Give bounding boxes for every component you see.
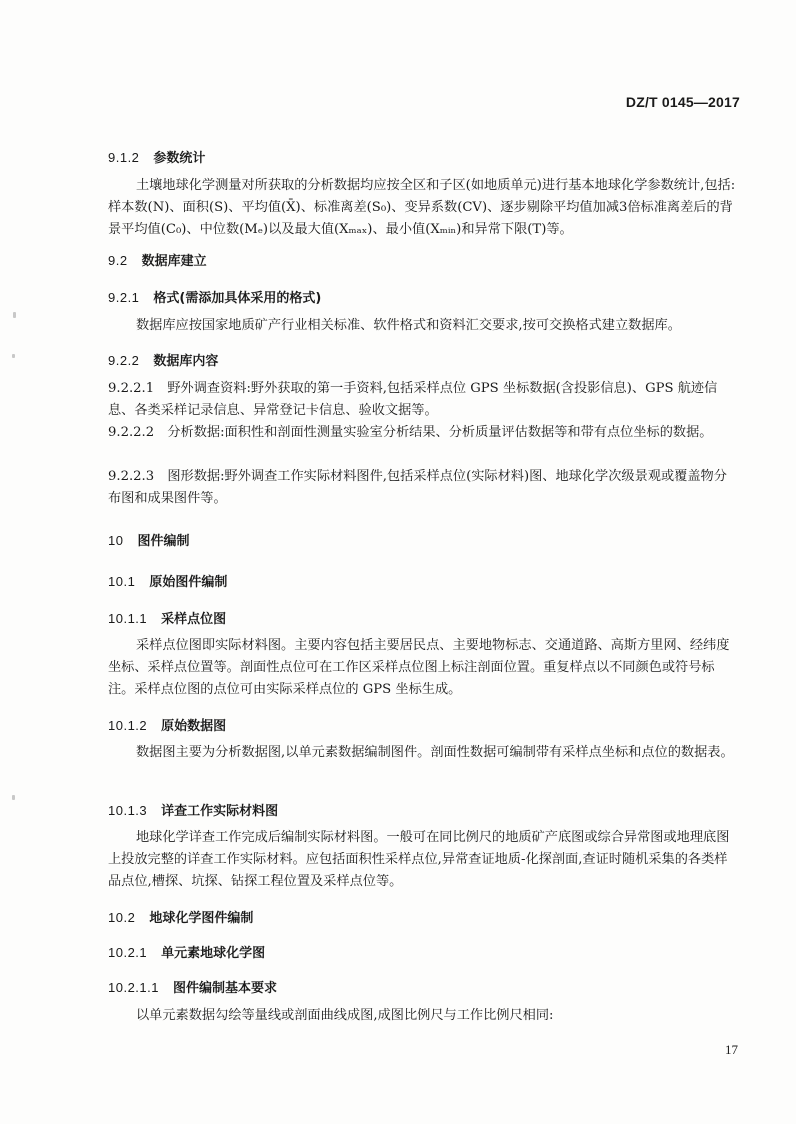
section-number: 10.1	[108, 574, 136, 589]
paragraph: 土壤地球化学测量对所获取的分析数据均应按全区和子区(如地质单元)进行基本地球化学参数统计,包括:样本数(N)、面积(S)、平均值(X̄)、标准离差(S₀)、变异系数(CV)、逐步剔除平均值加减3倍标准离差后的背景平均值(C₀)、中位数(Mₑ)以及最大值(Xₘₐₓ)、最小值(Xₘᵢₙ)和异常下限(T)等。	[108, 178, 736, 237]
scan-speck	[12, 795, 15, 800]
section-title: 原始数据图	[161, 719, 227, 734]
heading-10-1-3	[108, 800, 278, 819]
heading-10	[108, 530, 189, 549]
scan-speck	[13, 312, 16, 318]
heading-10-2	[108, 907, 253, 926]
section-title: 数据库内容	[153, 354, 219, 369]
paragraph-9-2-2-1: 9.2.2.1 野外调查资料:野外获取的第一手资料,包括采样点位 GPS 坐标数据(含投影信息)、GPS 航迹信息、各类采样记录信息、异常登记卡信息、验收文据等。	[108, 381, 718, 418]
section-title: 图件编制基本要求	[173, 981, 278, 996]
heading-10-1-1	[108, 608, 226, 627]
section-number: 9.2.1	[108, 290, 140, 305]
paragraph-9-2-2-3: 9.2.2.3 图形数据:野外调查工作实际材料图件,包括采样点位(实际材料)图、地球化学次级景观或覆盖物分布图和成果图件等。	[108, 469, 727, 506]
heading-9-2-1	[108, 287, 321, 306]
heading-9-2	[108, 250, 207, 269]
heading-9-1-2	[108, 147, 205, 166]
paragraph: 数据图主要为分析数据图,以单元素数据编制图件。剖面性数据可编制带有采样点坐标和点位的数据表。	[136, 745, 734, 760]
heading-10-2-1-1	[108, 977, 277, 996]
section-number: 10.2	[108, 910, 136, 925]
section-number: 9.2.2	[108, 353, 140, 368]
heading-10-2-1	[108, 942, 265, 961]
section-title: 地球化学图件编制	[149, 911, 254, 926]
standard-code: DZ/T 0145—2017	[625, 94, 740, 110]
section-title: 参数统计	[153, 151, 206, 166]
section-number: 9.1.2	[108, 150, 140, 165]
paragraph: 以单元素数据勾绘等量线或剖面曲线成图,成图比例尺与工作比例尺相同:	[136, 1008, 554, 1023]
section-number: 10.1.2	[108, 718, 148, 733]
section-title: 原始图件编制	[149, 575, 228, 590]
paragraph-9-2-2-2: 9.2.2.2 分析数据:面积性和剖面性测量实验室分析结果、分析质量评估数据等和带有点位坐标的数据。	[108, 425, 713, 440]
scan-speck	[12, 354, 15, 358]
section-number: 10	[108, 533, 124, 548]
heading-10-1-2	[108, 715, 226, 734]
heading-10-1	[108, 571, 227, 590]
section-number: 10.1.1	[108, 611, 148, 626]
section-title: 详查工作实际材料图	[161, 804, 279, 819]
section-number: 10.2.1.1	[108, 980, 159, 995]
paragraph: 数据库应按国家地质矿产行业相关标准、软件格式和资料汇交要求,按可交换格式建立数据库。	[136, 318, 681, 333]
section-number: 10.1.3	[108, 803, 148, 818]
paragraph: 地球化学详查工作完成后编制实际材料图。一般可在同比例尺的地质矿产底图或综合异常图或地理底图上投放完整的详查工作实际材料。应包括面积性采样点位,异常查证地质-化探剖面,查证时随机采集的各类样品点位,槽探、坑探、钻探工程位置及采样点位等。	[108, 830, 730, 889]
section-title: 图件编制	[137, 534, 190, 549]
page-number: 17	[725, 1042, 738, 1057]
section-title: 采样点位图	[161, 612, 227, 627]
section-title: 格式(需添加具体采用的格式)	[153, 291, 322, 306]
section-title: 单元素地球化学图	[161, 946, 266, 961]
paragraph: 采样点位图即实际材料图。主要内容包括主要居民点、主要地物标志、交通道路、高斯方里网、经纬度坐标、采样点位置等。剖面性点位可在工作区采样点位图上标注剖面位置。重复样点以不同颜色或符号标注。采样点位图的点位可由实际采样点位的 GPS 坐标生成。	[108, 638, 730, 697]
section-title: 数据库建立	[141, 254, 207, 269]
section-number: 10.2.1	[108, 945, 148, 960]
section-number: 9.2	[108, 253, 128, 268]
heading-9-2-2	[108, 350, 218, 369]
